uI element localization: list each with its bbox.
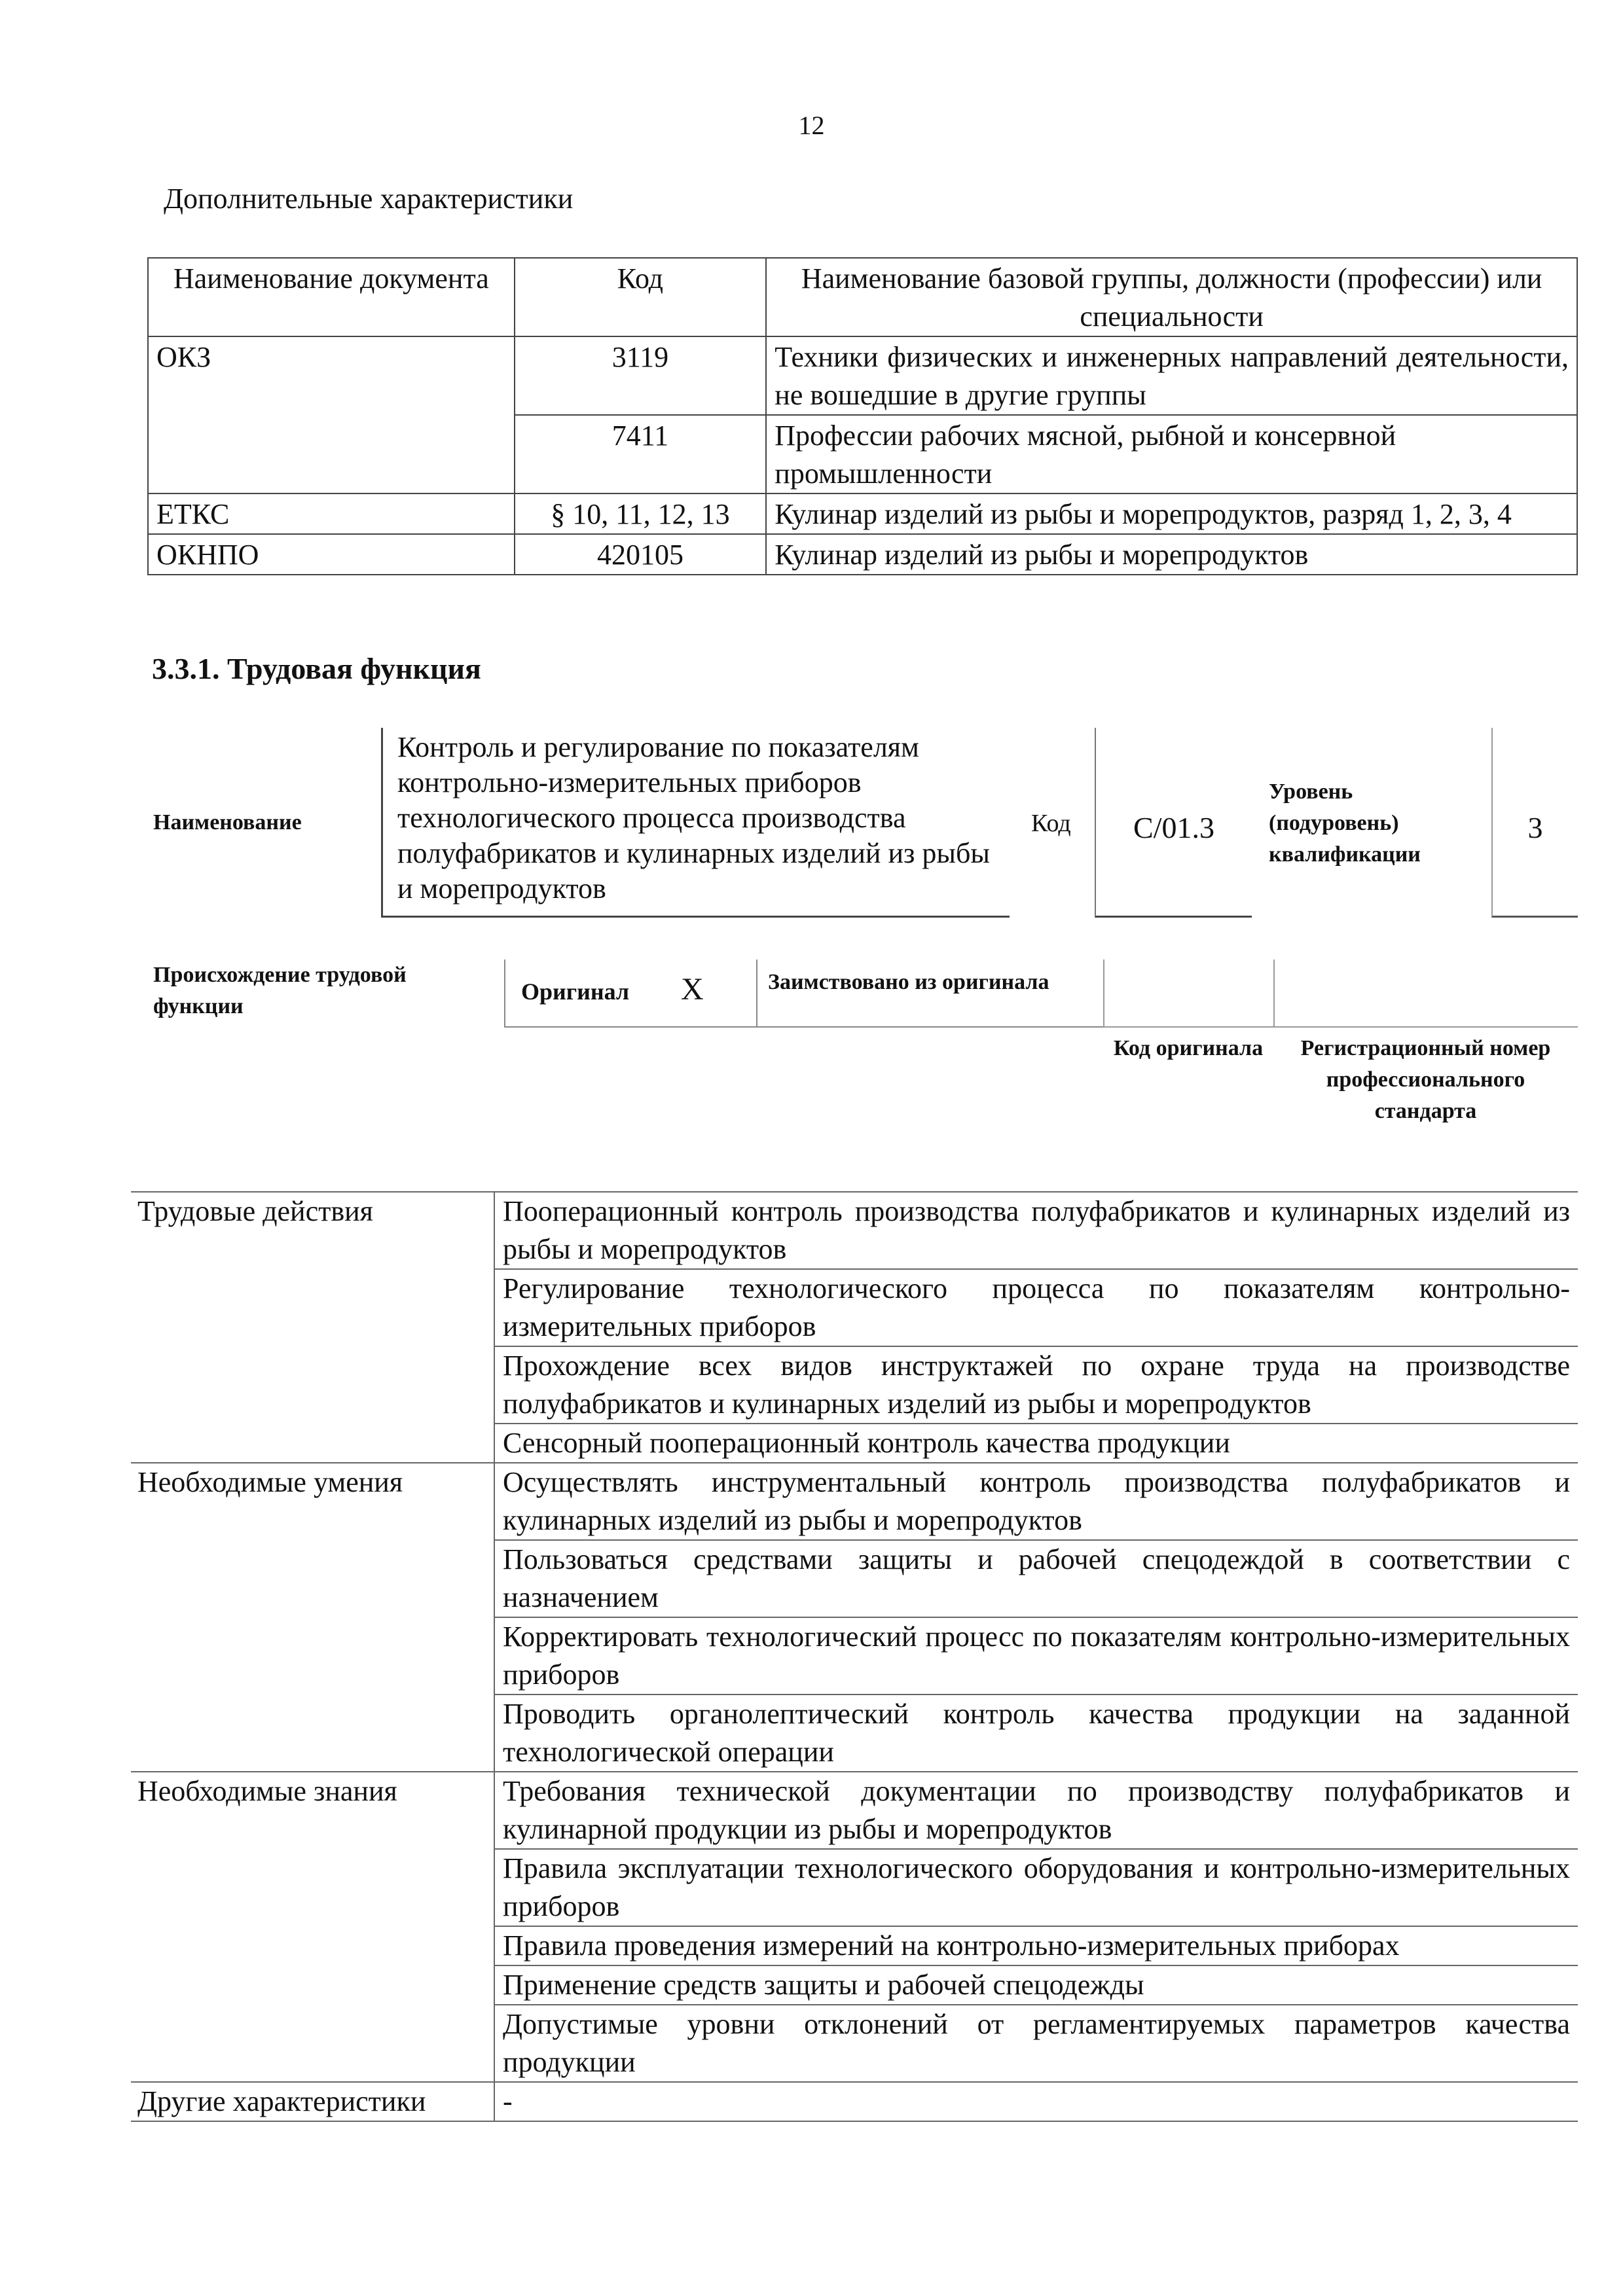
additional-characteristics-title: Дополнительные характеристики [164, 183, 574, 215]
table-row [131, 1540, 1578, 1617]
function-name-value: Контроль и регулирование по показателям контрольно-измерительных приборов технологического процесса производства полуфабрикатов и кулинарных изделий из рыбы и морепродуктов [381, 728, 1010, 918]
cell-code: § 10, 11, 12, 13 [515, 493, 767, 534]
section-title: 3.3.1. Трудовая функция [152, 652, 481, 685]
table-row [131, 1695, 1578, 1772]
qualification-level-value: 3 [1491, 728, 1578, 918]
table-row [131, 1926, 1578, 1965]
original-label: Оригинал [521, 978, 630, 1005]
list-item: Применение средств защиты и рабочей спецодежды [494, 1965, 1578, 2005]
cell-name: Техники физических и инженерных направлений деятельности, не вошедшие в другие группы [766, 336, 1577, 415]
borrowed-from-original-cell: Заимствовано из оригинала [756, 960, 1103, 1028]
header-document-name: Наименование документа [148, 258, 515, 336]
list-item: Осуществлять инструментальный контроль производства полуфабрикатов и кулинарных изделий из рыбы и морепродуктов [494, 1463, 1578, 1540]
table-row [131, 2082, 1578, 2121]
list-item: Правила эксплуатации технологического оборудования и контрольно-измерительных приборов [494, 1849, 1578, 1926]
function-code-value: C/01.3 [1095, 728, 1252, 918]
qualification-level-label: Уровень (подуровень) квалификации [1269, 780, 1421, 867]
table-row [131, 1192, 1578, 1269]
cell-code: 420105 [515, 534, 767, 575]
header-code: Код [515, 258, 767, 336]
list-item: Регулирование технологического процесса по показателям контрольно-измерительных приборов [494, 1269, 1578, 1346]
table-row [131, 1849, 1578, 1926]
required-knowledge-label: Необходимые знания [131, 1772, 494, 1849]
table-row [148, 534, 1577, 575]
labor-actions-label: Трудовые действия [131, 1192, 494, 1269]
table-row [148, 336, 1577, 415]
cell-doc: ОКНПО [148, 534, 515, 575]
original-code-caption: Код оригинала [1113, 1036, 1264, 1060]
cell-doc: ЕТКС [148, 493, 515, 534]
cell-code: 3119 [515, 336, 767, 415]
list-item: Пользоваться средствами защиты и рабочей спецодеждой в соответствии с назначением [494, 1540, 1578, 1617]
function-details-table [131, 1191, 1578, 2122]
cell-doc: ОКЗ [148, 336, 515, 493]
cell-name: Профессии рабочих мясной, рыбной и консервной промышленности [766, 415, 1577, 493]
page-number: 12 [798, 111, 825, 140]
table-row [131, 1772, 1578, 1849]
table-row [131, 1617, 1578, 1695]
list-item: Сенсорный пооперационный контроль качества продукции [494, 1424, 1578, 1463]
table-row [131, 2005, 1578, 2082]
table-row [131, 1424, 1578, 1463]
list-item: Пооперационный контроль производства полуфабрикатов и кулинарных изделий из рыбы и морепродуктов [494, 1192, 1578, 1269]
table-row [131, 1269, 1578, 1346]
cell-name: Кулинар изделий из рыбы и морепродуктов [766, 534, 1577, 575]
other-characteristics-label: Другие характеристики [131, 2082, 494, 2121]
table-header-row [148, 258, 1577, 336]
additional-characteristics-table [147, 257, 1578, 575]
original-mark: X [681, 972, 704, 1007]
table-row [131, 1965, 1578, 2005]
list-item: Прохождение всех видов инструктажей по охране труда на производстве полуфабрикатов и кулинарных изделий из рыбы и морепродуктов [494, 1346, 1578, 1424]
cell-code: 7411 [515, 415, 767, 493]
function-name-label: Наименование [153, 810, 302, 834]
original-code-cell [1103, 960, 1273, 1028]
list-item: Проводить органолептический контроль качества продукции на заданной технологической операции [494, 1695, 1578, 1772]
table-row [131, 1346, 1578, 1424]
function-code-label: Код [1031, 810, 1071, 837]
cell-name: Кулинар изделий из рыбы и морепродуктов, разряд 1, 2, 3, 4 [766, 493, 1577, 534]
other-characteristics-value: - [494, 2082, 1578, 2121]
required-skills-label: Необходимые умения [131, 1463, 494, 1540]
list-item: Требования технической документации по производству полуфабрикатов и кулинарной продукции из рыбы и морепродуктов [494, 1772, 1578, 1849]
table-row [148, 493, 1577, 534]
function-origin-label: Происхождение трудовой функции [153, 963, 407, 1018]
list-item: Правила проведения измерений на контрольно-измерительных приборах [494, 1926, 1578, 1965]
header-group-name: Наименование базовой группы, должности (профессии) или специальности [766, 258, 1577, 336]
table-row [131, 1463, 1578, 1540]
list-item: Допустимые уровни отклонений от регламентируемых параметров качества продукции [494, 2005, 1578, 2082]
registration-number-caption: Регистрационный номер профессионального стандарта [1300, 1036, 1551, 1123]
registration-number-cell [1273, 960, 1578, 1028]
list-item: Корректировать технологический процесс по показателям контрольно-измерительных приборов [494, 1617, 1578, 1695]
